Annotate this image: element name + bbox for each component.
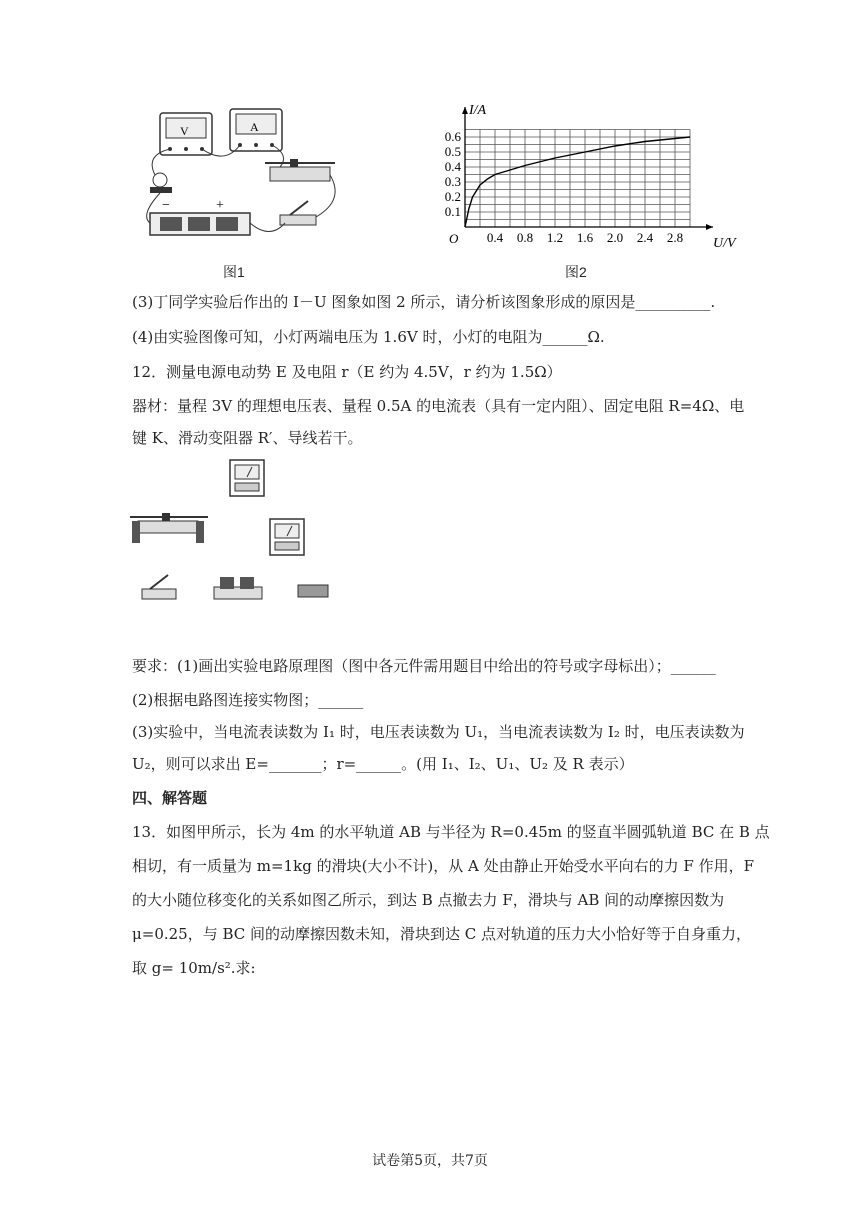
- battery-plus-label: +: [216, 198, 224, 213]
- y-axis-label: I/A: [469, 103, 487, 118]
- q11-part4: (4)由实验图像可知，小灯两端电压为 1.6V 时，小灯的电阻为______Ω.: [132, 328, 605, 346]
- x-tick-label: 0.4: [486, 230, 504, 245]
- q12-equipment-line1: 器材：量程 3V 的理想电压表、量程 0.5A 的电流表（具有一定内阻）、固定电阻 R=4Ω、电: [132, 397, 745, 415]
- x-tick-label: 2.4: [636, 230, 654, 245]
- iu-chart: [420, 102, 736, 252]
- q13-line4: μ=0.25，与 BC 间的动摩擦因数未知，滑块到达 C 点对轨道的压力大小恰好等于自身重力，: [132, 925, 752, 943]
- x-tick-label: 2.0: [606, 230, 624, 245]
- q12-requirement-3b: U₂，则可以求出 E=_______；r=______。(用 I₁、I₂、U₁、U₂ 及 R 表示）: [132, 755, 634, 773]
- y-tick-label: 0.6: [444, 129, 461, 144]
- q13-line1: 13．如图甲所示，长为 4m 的水平轨道 AB 与半径为 R=0.45m 的竖直半圆弧轨道 BC 在 B 点: [132, 823, 770, 841]
- voltmeter-label: V: [180, 124, 189, 138]
- page-footer: 试卷第5页，共7页: [372, 1153, 488, 1169]
- x-tick-label: 0.8: [516, 230, 534, 245]
- ammeter-label: A: [250, 120, 259, 134]
- y-tick-label: 0.3: [444, 174, 461, 189]
- x-tick-label: 2.8: [666, 230, 684, 245]
- y-tick-label: 0.2: [444, 189, 461, 204]
- y-tick-label: 0.1: [444, 204, 461, 219]
- x-axis-label: U/V: [713, 236, 736, 251]
- q12-requirement-1: 要求：(1)画出实验电路原理图（图中各元件需用题目中给出的符号或字母标出）；______: [132, 657, 716, 675]
- q11-part3: (3)丁同学实验后作出的 I－U 图象如图 2 所示，请分析该图象形成的原因是__________.: [132, 293, 716, 311]
- y-axis-arrow: [462, 107, 468, 114]
- q13-line3: 的大小随位移变化的关系如图乙所示，到达 B 点撤去力 F，滑块与 AB 间的动摩擦因数为: [132, 891, 725, 909]
- q13-line2: 相切，有一质量为 m=1kg 的滑块(大小不计)，从 A 处由静止开始受水平向右的力 F 作用，F: [132, 857, 754, 875]
- x-tick-label: 1.2: [546, 230, 564, 245]
- q13-line5: 取 g= 10m/s².求:: [132, 959, 256, 977]
- x-axis-arrow: [706, 224, 713, 230]
- origin-label: O: [449, 231, 459, 246]
- circuit-figure-1: [130, 105, 360, 245]
- q12-equipment-line2: 键 K、滑动变阻器 R′、导线若干。: [132, 429, 363, 447]
- y-tick-label: 0.5: [444, 144, 461, 159]
- q12-requirement-2: (2)根据电路图连接实物图；______: [132, 691, 364, 709]
- section-4-heading: 四、解答题: [132, 789, 208, 807]
- equipment-figure: [128, 455, 348, 605]
- q12-requirement-3a: (3)实验中，当电流表读数为 I₁ 时，电压表读数为 U₁，当电流表读数为 I₂ 时，电压表读数为: [132, 723, 745, 741]
- x-tick-label: 1.6: [576, 230, 594, 245]
- battery-minus-label: −: [162, 198, 170, 213]
- y-tick-label: 0.4: [444, 159, 461, 174]
- q12-stem: 12．测量电源电动势 E 及电阻 r（E 约为 4.5V，r 约为 1.5Ω）: [132, 363, 562, 381]
- figure-2-caption: 图2: [565, 264, 587, 280]
- figure-1-caption: 图1: [223, 264, 245, 280]
